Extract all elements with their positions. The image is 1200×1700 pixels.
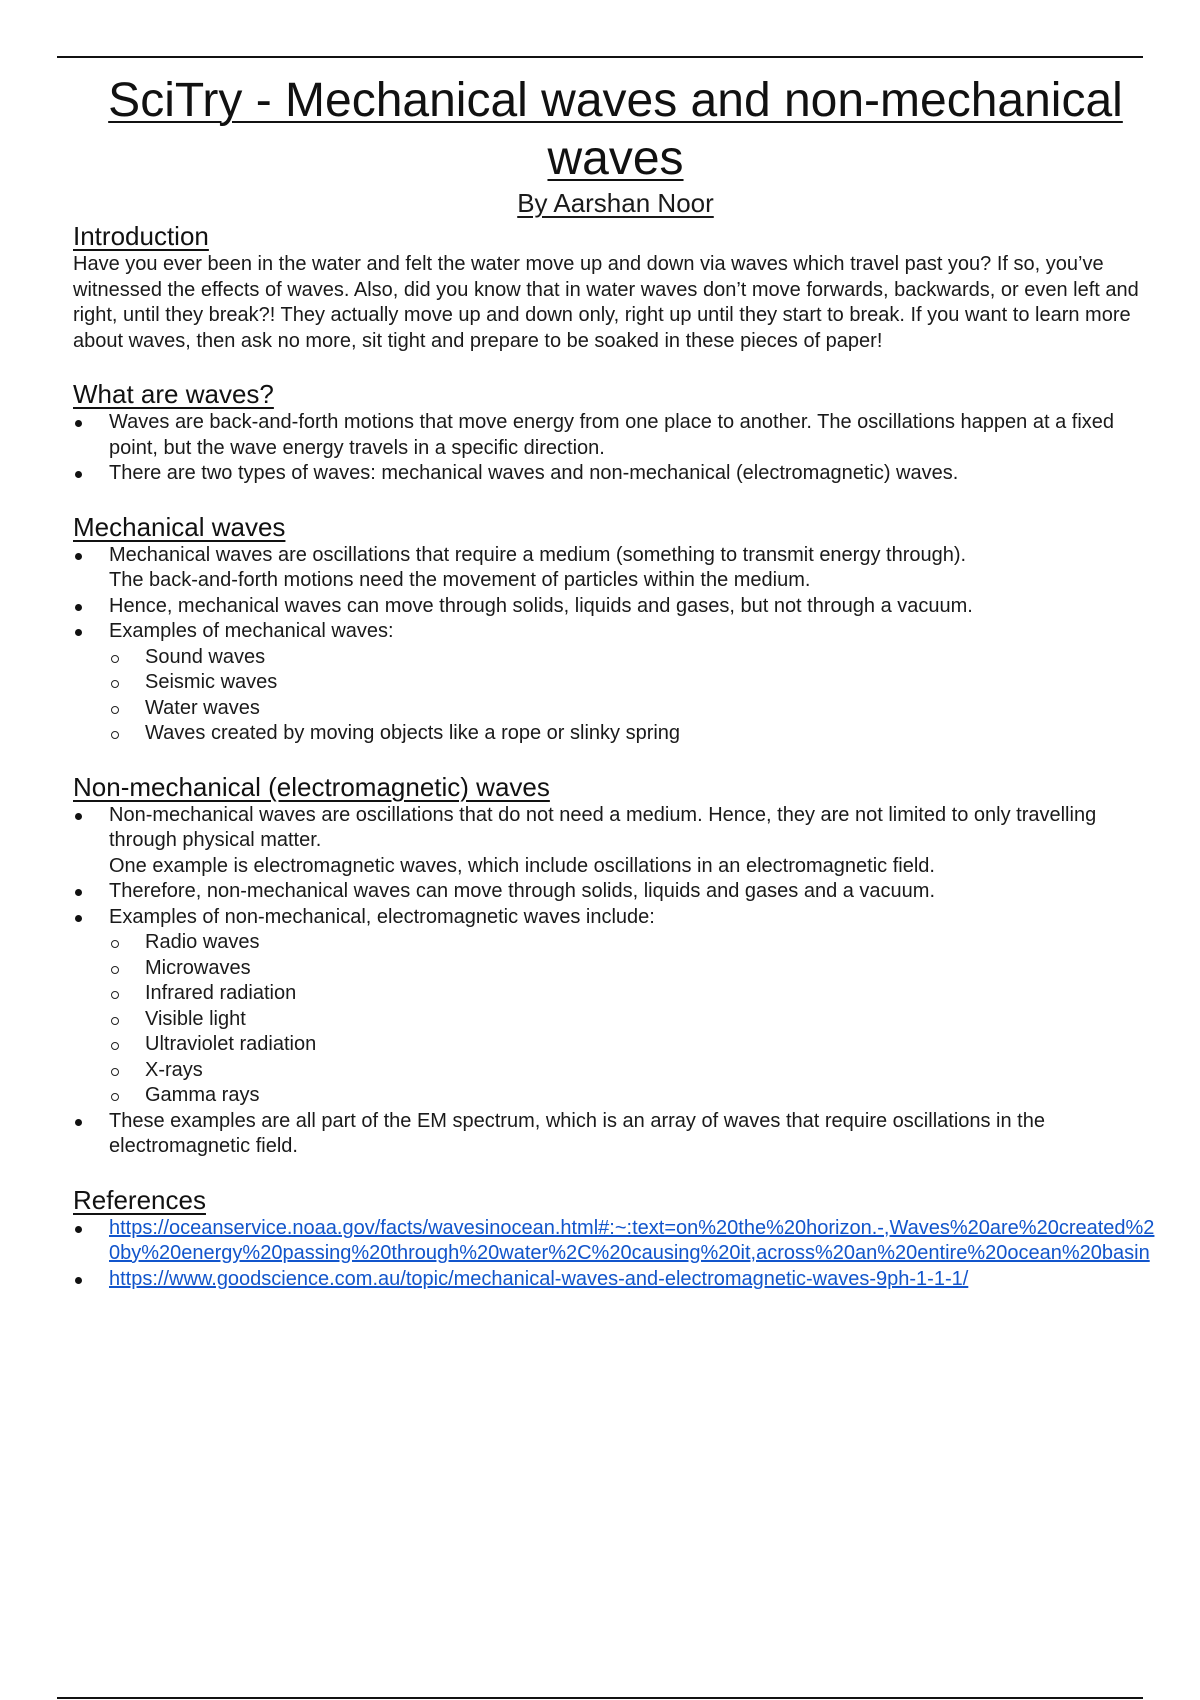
reference-link-goodscience[interactable]: https://www.goodscience.com.au/topic/mechanical-waves-and-electromagnetic-waves-9ph-1-1-1/ [109,1267,969,1290]
top-rule [57,56,1143,58]
mechanical-waves-heading: Mechanical waves [73,511,286,542]
bullet-icon [75,915,82,922]
document-title [73,72,1158,188]
introduction-section [73,220,1158,354]
bullet-icon [75,813,82,820]
sub-list-item [109,645,1158,671]
sub-list-item-text: Ultraviolet radiation [145,1033,317,1055]
circle-bullet-icon [111,655,119,663]
bullet-icon [75,629,82,636]
bullet-icon [75,553,82,560]
sub-list-item-text: Waves created by moving objects like a rope or slinky spring [145,722,681,744]
sub-list-item [109,1058,1158,1084]
sub-list-item [109,1007,1158,1033]
bullet-icon [75,1119,82,1126]
list-item-text: Examples of non-mechanical, electromagnetic waves include: [109,905,655,928]
bullet-icon [75,1277,82,1284]
list-item [73,619,1158,747]
circle-bullet-icon [111,1017,119,1025]
list-item-text: Therefore, non-mechanical waves can move through solids, liquids and gases and a vacuum. [109,880,936,902]
list-item-text: Non-mechanical waves are oscillations that do not need a medium. Hence, they are not limited to only travelling through physical matter. [109,803,1097,851]
list-item [73,461,1158,487]
circle-bullet-icon [111,1042,119,1050]
what-are-waves-list [73,410,1158,487]
sub-list-item-text: Water waves [145,696,260,719]
list-item [73,803,1158,880]
sub-list-item-text: X-rays [145,1058,203,1081]
title-line-1: SciTry - Mechanical waves and non-mechanical [108,74,1123,127]
author-line [73,188,1158,218]
what-are-waves-section [73,378,1158,487]
circle-bullet-icon [111,1093,119,1101]
references-section [73,1184,1158,1293]
reference-item [73,1216,1158,1267]
sub-list-item-text: Microwaves [145,956,251,979]
circle-bullet-icon [111,1068,119,1076]
list-item [73,905,1158,1109]
sub-list-item [109,670,1158,696]
references-heading: References [73,1184,206,1215]
list-item-text: Examples of mechanical waves: [109,620,394,642]
bottom-rule [57,1697,1143,1699]
sub-list-item [109,721,1158,747]
list-item-text: Mechanical waves are oscillations that require a medium (something to transmit energy through). [109,543,967,566]
list-item [73,594,1158,620]
bullet-icon [75,471,82,478]
list-item-text: Waves are back-and-forth motions that move energy from one place to another. The oscillations happen at a fixed point, but the wave energy travels in a specific direction. [109,411,1115,459]
sub-list-item [109,1032,1158,1058]
reference-link-noaa[interactable]: https://oceanservice.noaa.gov/facts/wavesinocean.html#:~:text=on%20the%20horizon.-,Waves%20are%20created%20by%20energy%20passing%20through%20water%2C%20causing%20it,across%20an%20entire%20ocean%20basin [109,1216,1155,1264]
list-item-text: One example is electromagnetic waves, which include oscillations in an electromagnetic field. [109,854,935,877]
author-name: By Aarshan Noor [517,188,714,218]
sub-list-item-text: Visible light [145,1007,246,1030]
introduction-heading: Introduction [73,221,209,251]
mechanical-waves-section [73,511,1158,747]
circle-bullet-icon [111,706,119,714]
sub-list-item-text: Seismic waves [145,671,278,693]
document-page [73,72,1158,1316]
list-item-text: There are two types of waves: mechanical waves and non-mechanical (electromagnetic) waves. [109,462,959,484]
non-mechanical-waves-section [73,771,1158,1160]
bullet-icon [75,889,82,896]
references-list [73,1216,1158,1293]
list-item [73,1109,1158,1160]
non-mechanical-waves-heading: Non-mechanical (electromagnetic) waves [73,771,550,802]
mechanical-examples-list [109,645,1158,747]
bullet-icon [75,1226,82,1233]
list-item [73,879,1158,905]
circle-bullet-icon [111,940,119,948]
bullet-icon [75,420,82,427]
list-item [73,543,1158,594]
non-mechanical-examples-list [109,930,1158,1109]
what-are-waves-heading: What are waves? [73,379,274,409]
title-line-2: waves [547,132,684,185]
list-item [73,410,1158,461]
reference-item [73,1267,1158,1293]
sub-list-item [109,956,1158,982]
list-item-text: These examples are all part of the EM spectrum, which is an array of waves that require oscillations in the electromagnetic field. [109,1109,1045,1157]
non-mechanical-waves-list [73,803,1158,1160]
circle-bullet-icon [111,966,119,974]
list-item-text: Hence, mechanical waves can move through solids, liquids and gases, but not through a vacuum. [109,594,973,617]
circle-bullet-icon [111,731,119,739]
sub-list-item [109,696,1158,722]
sub-list-item-text: Gamma rays [145,1084,260,1106]
mechanical-waves-list [73,543,1158,747]
circle-bullet-icon [111,680,119,688]
list-item-text: The back-and-forth motions need the movement of particles within the medium. [109,569,811,591]
introduction-text: Have you ever been in the water and felt the water move up and down via waves which travel past you? If so, you’ve witnessed the effects of waves. Also, did you know that in water waves don’t move forwards, backwards, or even left and right, until they break?! They actually move up and down only, right up until they start to break. If you want to learn more about waves, then ask no more, sit tight and prepare to be soaked in these pieces of paper! [73,253,1139,352]
sub-list-item [109,930,1158,956]
circle-bullet-icon [111,991,119,999]
sub-list-item [109,1083,1158,1109]
sub-list-item [109,981,1158,1007]
bullet-icon [75,604,82,611]
sub-list-item-text: Radio waves [145,931,260,953]
sub-list-item-text: Sound waves [145,645,266,668]
sub-list-item-text: Infrared radiation [145,982,297,1004]
